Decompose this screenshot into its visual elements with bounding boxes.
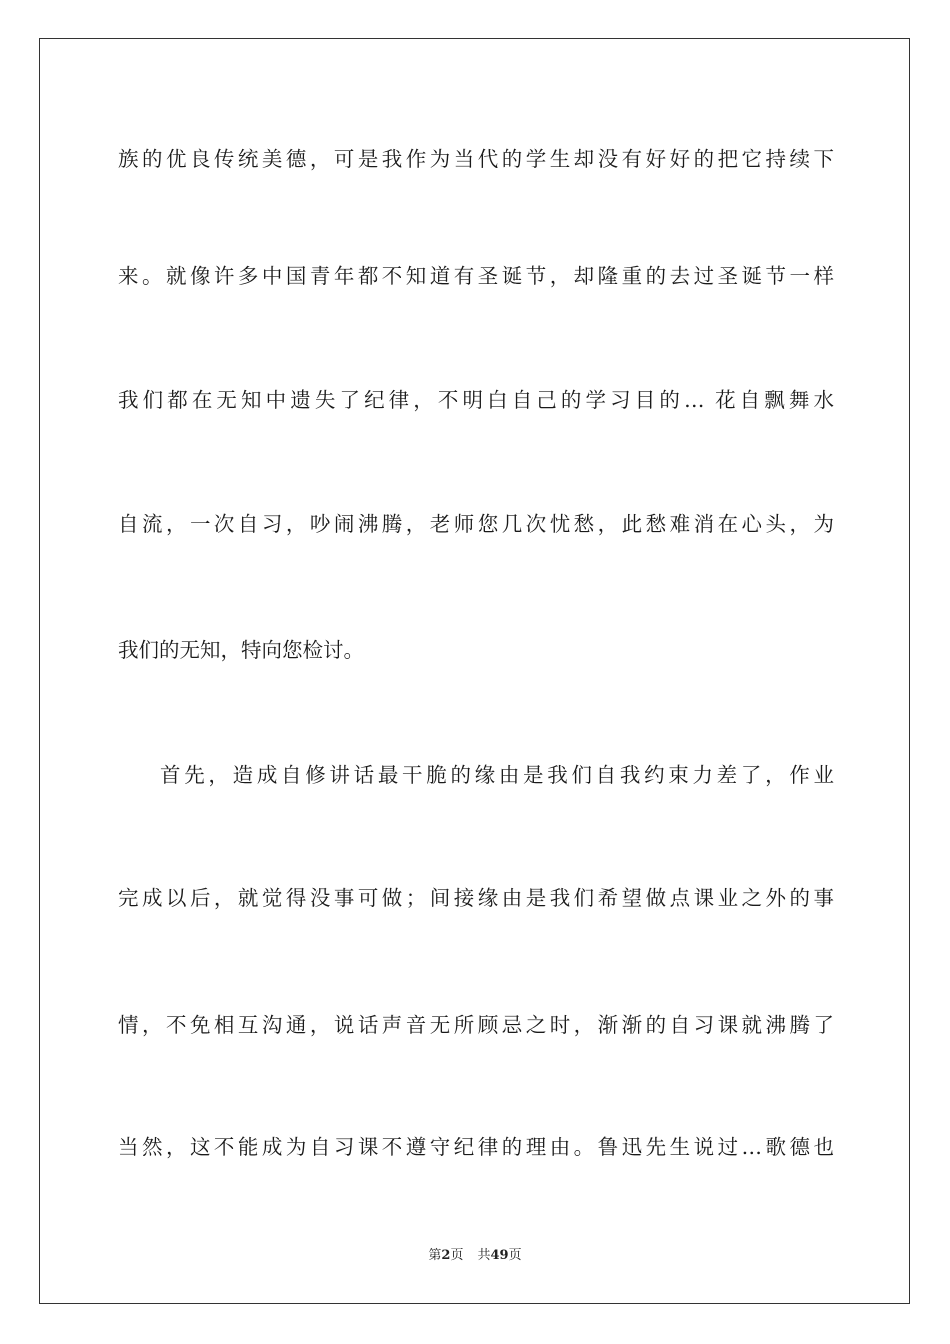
paragraph-2-line-1: 首先，造成自修讲话最干脆的缘由是我们自我约束力差了，作业	[160, 763, 834, 787]
page-border	[39, 38, 910, 1304]
paragraph-2-line-4: 当然，这不能成为自习课不遵守纪律的理由。鲁迅先生说过…歌德也	[118, 1135, 834, 1159]
paragraph-1-line-5: 我们的无知，特向您检讨。	[118, 638, 364, 662]
page-footer	[0, 1247, 950, 1265]
paragraph-2-line-3: 情，不免相互沟通，说话声音无所顾忌之时，渐渐的自习课就沸腾了	[118, 1013, 834, 1037]
paragraph-1-line-2: 来。就像许多中国青年都不知道有圣诞节，却隆重的去过圣诞节一样	[118, 264, 834, 288]
footer-page-prefix: 第	[428, 1248, 442, 1263]
footer-total-pages: 49	[490, 1248, 509, 1263]
paragraph-1-line-4: 自流，一次自习，吵闹沸腾，老师您几次忧愁，此愁难消在心头，为	[118, 512, 834, 536]
footer-page-number: 2	[441, 1248, 451, 1263]
paragraph-2-line-2: 完成以后，就觉得没事可做；间接缘由是我们希望做点课业之外的事	[118, 886, 834, 910]
footer-total-prefix: 共	[477, 1248, 491, 1263]
paragraph-1-line-1: 族的优良传统美德，可是我作为当代的学生却没有好好的把它持续下	[118, 147, 834, 171]
footer-total-suffix: 页	[508, 1248, 522, 1263]
footer-page-suffix: 页	[450, 1248, 464, 1263]
paragraph-1-line-3: 我们都在无知中遗失了纪律，不明白自己的学习目的… 花自飘舞水	[118, 388, 834, 412]
